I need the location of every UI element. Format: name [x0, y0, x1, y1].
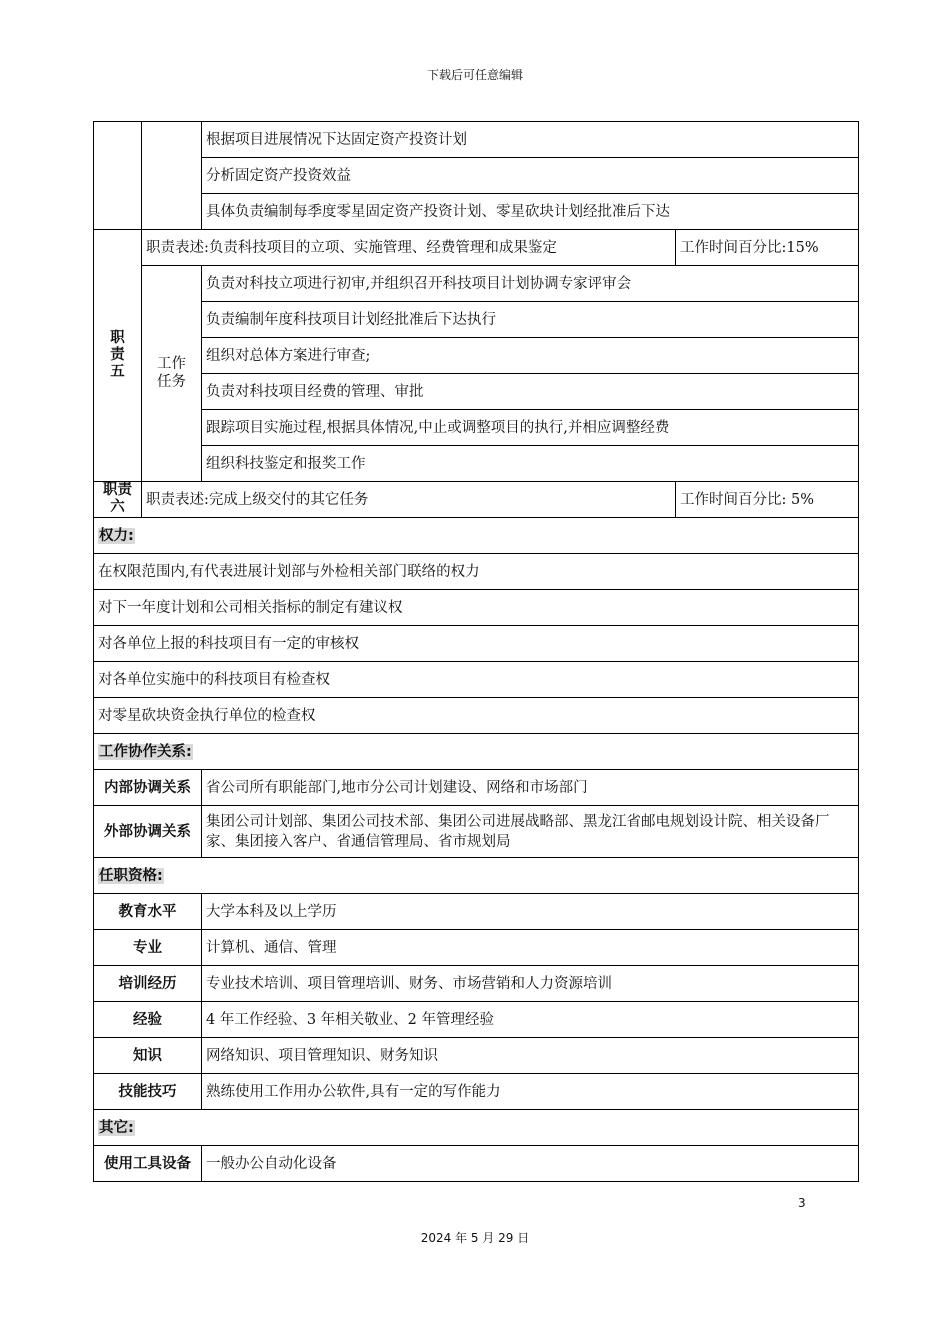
duty6-title: 职责六 [94, 482, 142, 518]
internal-relation-label: 内部协调关系 [94, 770, 202, 806]
duty5-task: 跟踪项目实施过程,根据具体情况,中止或调整项目的执行,并相应调整经费 [202, 410, 859, 446]
cooperation-heading: 工作协作关系: [94, 734, 859, 770]
page-header: 下载后可任意编辑 [426, 68, 523, 82]
qualification-value: 4 年工作经验、3 年相关敬业、2 年管理经验 [202, 1002, 859, 1038]
duty5-task: 组织对总体方案进行审查; [202, 338, 859, 374]
qualification-heading: 任职资格: [94, 858, 859, 894]
power-item: 对零星砍块资金执行单位的检查权 [94, 698, 859, 734]
duty5-description: 职责表述:负责科技项目的立项、实施管理、经费管理和成果鉴定 [142, 230, 676, 266]
duty-cont-title-cell [94, 122, 142, 230]
other-heading: 其它: [94, 1110, 859, 1146]
qualification-value: 专业技术培训、项目管理培训、财务、市场营销和人力资源培训 [202, 966, 859, 1002]
internal-relation-value: 省公司所有职能部门,地市分公司计划建设、网络和市场部门 [202, 770, 859, 806]
duty5-task-label: 工作任务 [142, 266, 202, 482]
job-description-table [93, 121, 859, 1182]
qualification-value: 计算机、通信、管理 [202, 930, 859, 966]
page-number: 3 [798, 1196, 806, 1210]
qualification-label: 专业 [94, 930, 202, 966]
duty5-time-percent: 工作时间百分比:15% [676, 230, 859, 266]
power-item: 对下一年度计划和公司相关指标的制定有建议权 [94, 590, 859, 626]
qualification-label: 知识 [94, 1038, 202, 1074]
duty-cont-label-cell [142, 122, 202, 230]
duty6-time-percent: 工作时间百分比: 5% [676, 482, 859, 518]
tools-label: 使用工具设备 [94, 1146, 202, 1182]
power-item: 对各单位上报的科技项目有一定的审核权 [94, 626, 859, 662]
duty-cont-task: 根据项目进展情况下达固定资产投资计划 [202, 122, 859, 158]
power-item: 对各单位实施中的科技项目有检查权 [94, 662, 859, 698]
tools-value: 一般办公自动化设备 [202, 1146, 859, 1182]
qualification-label: 培训经历 [94, 966, 202, 1002]
duty5-title: 职责五 [94, 230, 142, 482]
qualification-label: 经验 [94, 1002, 202, 1038]
duty-cont-task: 分析固定资产投资效益 [202, 158, 859, 194]
duty6-description: 职责表述:完成上级交付的其它任务 [142, 482, 676, 518]
power-heading: 权力: [94, 518, 859, 554]
external-relation-label: 外部协调关系 [94, 806, 202, 858]
qualification-value: 网络知识、项目管理知识、财务知识 [202, 1038, 859, 1074]
duty5-task: 负责对科技项目经费的管理、审批 [202, 374, 859, 410]
duty5-task: 组织科技鉴定和报奖工作 [202, 446, 859, 482]
page-footer-date: 2024 年 5 月 29 日 [420, 1231, 530, 1245]
duty5-task: 负责编制年度科技项目计划经批准后下达执行 [202, 302, 859, 338]
qualification-value: 大学本科及以上学历 [202, 894, 859, 930]
external-relation-value: 集团公司计划部、集团公司技术部、集团公司进展战略部、黑龙江省邮电规划设计院、相关设备厂家、集团接入客户、省通信管理局、省市规划局 [202, 806, 859, 858]
duty-cont-task: 具体负责编制每季度零星固定资产投资计划、零星砍块计划经批准后下达 [202, 194, 859, 230]
qualification-label: 技能技巧 [94, 1074, 202, 1110]
qualification-value: 熟练使用工作用办公软件,具有一定的写作能力 [202, 1074, 859, 1110]
power-item: 在权限范围内,有代表进展计划部与外检相关部门联络的权力 [94, 554, 859, 590]
qualification-label: 教育水平 [94, 894, 202, 930]
duty5-task: 负责对科技立项进行初审,并组织召开科技项目计划协调专家评审会 [202, 266, 859, 302]
